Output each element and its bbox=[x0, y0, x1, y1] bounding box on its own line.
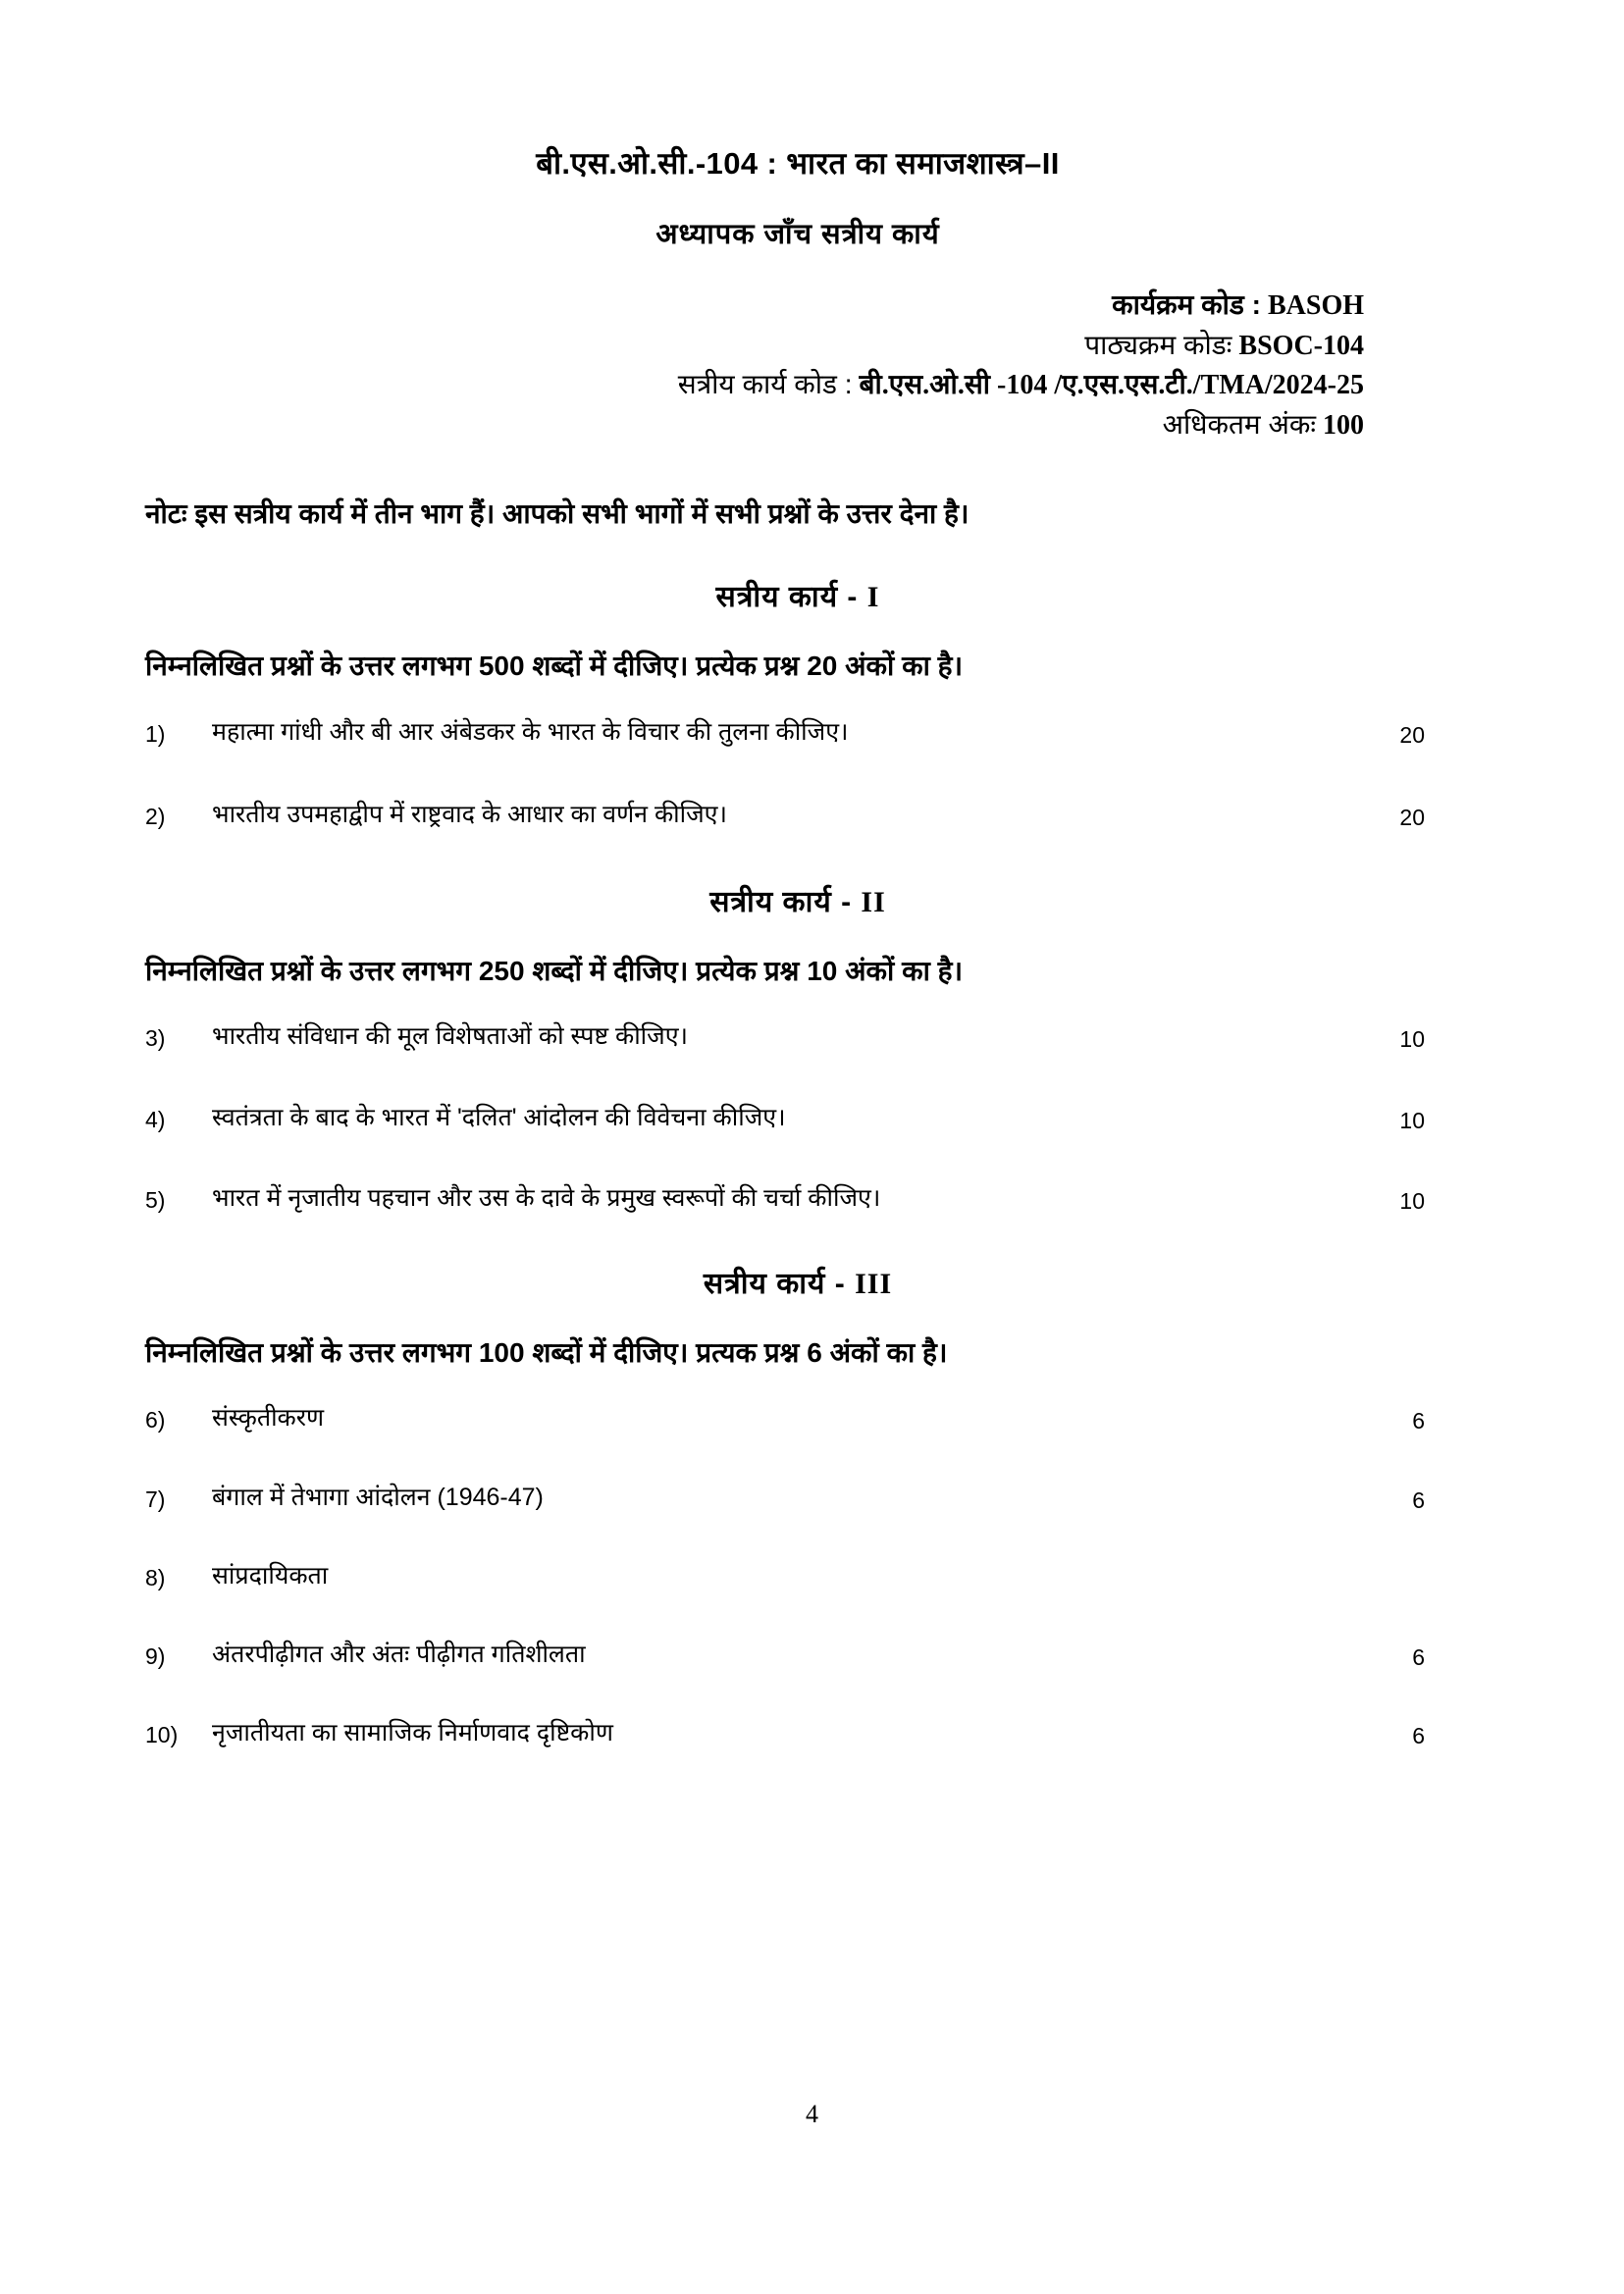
question-row bbox=[145, 1637, 1450, 1675]
question-text: सांप्रदायिकता bbox=[212, 1562, 329, 1590]
assignment-section-1 bbox=[145, 575, 1450, 834]
question-row bbox=[145, 797, 1450, 835]
question-marks: 20 bbox=[1399, 721, 1425, 748]
course-code-line bbox=[145, 326, 1364, 366]
question-number: 5) bbox=[145, 1187, 166, 1214]
assignment-code-line bbox=[145, 365, 1364, 405]
course-code-block bbox=[145, 286, 1450, 445]
question-marks: 6 bbox=[1412, 1643, 1425, 1670]
section-3-heading bbox=[145, 1262, 1450, 1302]
section-3-heading-text: सत्रीय कार्य - bbox=[703, 1267, 856, 1300]
assignment-section-2 bbox=[145, 880, 1450, 1219]
question-row bbox=[145, 1100, 1450, 1138]
question-number: 6) bbox=[145, 1407, 166, 1434]
max-marks-value: 100 bbox=[1323, 410, 1364, 442]
question-number: 8) bbox=[145, 1565, 166, 1591]
section-3-heading-roman: III bbox=[855, 1267, 893, 1300]
question-number: 9) bbox=[145, 1642, 166, 1669]
question-marks: 20 bbox=[1399, 805, 1425, 831]
program-code-label: कार्यक्रम कोड : bbox=[1112, 288, 1261, 320]
question-number: 4) bbox=[145, 1106, 166, 1132]
section-2-heading-roman: II bbox=[861, 885, 886, 918]
course-code-value: BSOC-104 bbox=[1238, 330, 1364, 361]
section-2-heading bbox=[145, 880, 1450, 920]
question-row bbox=[145, 1715, 1450, 1753]
question-text: भारत में नृजातीय पहचान और उस के दावे के प्रमुख स्वरूपों की चर्चा कीजिए। bbox=[212, 1184, 881, 1213]
course-code-label: पाठ्यक्रम कोडः bbox=[1084, 329, 1232, 360]
question-marks: 10 bbox=[1399, 1107, 1425, 1133]
question-marks: 10 bbox=[1399, 1188, 1425, 1215]
section-2-heading-text: सत्रीय कार्य - bbox=[709, 885, 862, 918]
question-marks: 6 bbox=[1412, 1408, 1425, 1434]
assignment-code-label: सत्रीय कार्य कोड : bbox=[677, 369, 853, 400]
question-text: नृजातीयता का सामाजिक निर्माणवाद दृष्टिकोण bbox=[212, 1719, 613, 1747]
question-number: 3) bbox=[145, 1025, 166, 1052]
page-content bbox=[145, 0, 1450, 1795]
question-text: संस्कृतीकरण bbox=[212, 1404, 325, 1433]
section-2-intro: निम्नलिखित प्रश्नों के उत्तर लगभग 250 शब्दों में दीजिए। प्रत्येक प्रश्न 10 अंकों का है। bbox=[145, 955, 964, 986]
question-row bbox=[145, 1018, 1450, 1057]
section-1-intro: निम्नलिखित प्रश्नों के उत्तर लगभग 500 शब्दों में दीजिए। प्रत्येक प्रश्न 20 अंकों का है। bbox=[145, 651, 964, 682]
question-row bbox=[145, 1558, 1450, 1595]
question-number: 10) bbox=[145, 1722, 179, 1748]
section-1-heading-text: सत्रीय कार्य - bbox=[715, 581, 867, 614]
section-3-intro: निम्नलिखित प्रश्नों के उत्तर लगभग 100 शब्दों में दीजिए। प्रत्यक प्रश्न 6 अंकों का है। bbox=[145, 1336, 948, 1368]
page-number: 4 bbox=[806, 2100, 818, 2128]
question-text: भारतीय संविधान की मूल विशेषताओं को स्पष्ट कीजिए। bbox=[212, 1022, 688, 1051]
question-text: भारतीय उपमहाद्वीप में राष्ट्रवाद के आधार का वर्णन कीजिए। bbox=[212, 801, 727, 829]
question-row bbox=[145, 1400, 1450, 1438]
assignment-section-3 bbox=[145, 1262, 1450, 1753]
program-code-line bbox=[145, 286, 1364, 326]
question-text: बंगाल में तेभागा आंदोलन (1946-47) bbox=[212, 1483, 544, 1511]
section-1-heading bbox=[145, 575, 1450, 615]
program-code-value: BASOH bbox=[1267, 289, 1364, 321]
question-number: 2) bbox=[145, 804, 166, 830]
page-title: बी.एस.ओ.सी.-104 : भारत का समाजशास्त्र–II bbox=[536, 146, 1060, 181]
page-subtitle: अध्यापक जाँच सत्रीय कार्य bbox=[655, 219, 940, 251]
question-marks: 6 bbox=[1412, 1486, 1425, 1513]
question-row bbox=[145, 714, 1450, 753]
max-marks-label: अधिकतम अंकः bbox=[1162, 409, 1316, 441]
title-block bbox=[145, 145, 1450, 252]
question-text: अंतरपीढ़ीगत और अंतः पीढ़ीगत गतिशीलता bbox=[212, 1640, 586, 1668]
max-marks-line bbox=[145, 405, 1364, 445]
question-text: स्वतंत्रता के बाद के भारत में 'दलित' आंदोलन की विवेचना कीजिए। bbox=[212, 1103, 786, 1131]
section-1-heading-roman: I bbox=[866, 581, 880, 614]
assignment-code-value: बी.एस.ओ.सी -104 /ए.एस.एस.टी./TMA/2024-25 bbox=[859, 370, 1364, 401]
question-marks: 10 bbox=[1399, 1026, 1425, 1053]
question-number: 7) bbox=[145, 1486, 166, 1512]
question-marks: 6 bbox=[1412, 1723, 1425, 1749]
note-text: नोटः इस सत्रीय कार्य में तीन भाग हैं। आपको सभी भागों में सभी प्रश्नों के उत्तर देना है। bbox=[145, 497, 969, 529]
question-row bbox=[145, 1480, 1450, 1518]
question-marks bbox=[1340, 1558, 1450, 1562]
question-text: महात्मा गांधी और बी आर अंबेडकर के भारत के विचार की तुलना कीजिए। bbox=[212, 717, 849, 746]
question-row bbox=[145, 1180, 1450, 1219]
question-number: 1) bbox=[145, 720, 166, 747]
